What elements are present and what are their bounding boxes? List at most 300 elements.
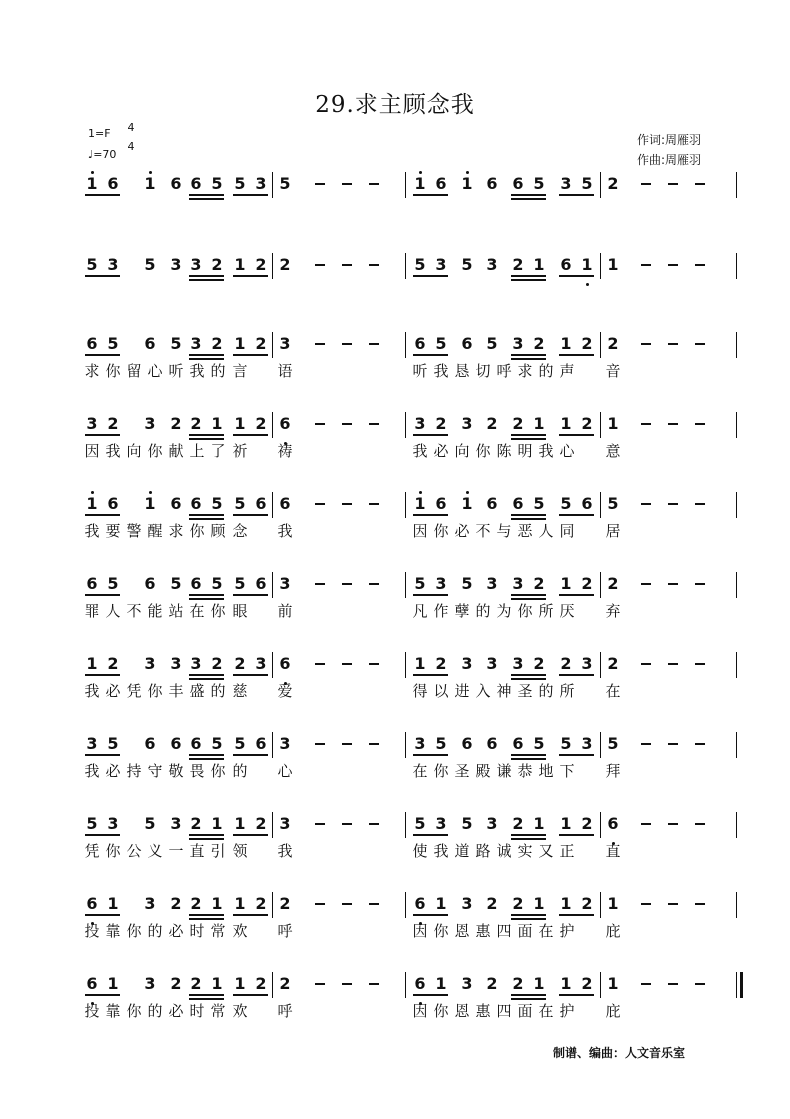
- jianpu-note: 3: [512, 654, 524, 673]
- barline: [405, 412, 406, 438]
- hold-dash: [695, 823, 705, 825]
- barline: [600, 572, 601, 598]
- hold-dash: [695, 183, 705, 185]
- jianpu-note: 1: [533, 255, 545, 274]
- lyric-char: 时: [189, 1002, 205, 1020]
- hold-dash: [315, 743, 325, 745]
- lyric-char: 念: [232, 522, 248, 540]
- lyric-char: 路: [475, 842, 491, 860]
- hold-dash: [695, 583, 705, 585]
- jianpu-note: 3: [190, 255, 202, 274]
- lyric-char: 我: [433, 842, 449, 860]
- lyric-char: 听: [168, 362, 184, 380]
- jianpu-note: 3: [190, 334, 202, 353]
- hold-dash: [315, 503, 325, 505]
- hold-dash: [369, 743, 379, 745]
- jianpu-note: 3: [512, 334, 524, 353]
- hold-dash: [668, 903, 678, 905]
- jianpu-note: 1: [560, 334, 572, 353]
- barline: [600, 332, 601, 358]
- key-signature: 1=F: [88, 127, 111, 140]
- jianpu-note: 2: [607, 574, 619, 593]
- lyric-char: 顾: [210, 522, 226, 540]
- eighth-beam: [413, 914, 448, 916]
- barline: [600, 172, 601, 198]
- lyric-char: 一: [168, 842, 184, 860]
- lyric-char: 的: [210, 682, 226, 700]
- jianpu-note: 5: [279, 174, 291, 193]
- lyric-char: 必: [454, 522, 470, 540]
- jianpu-note: 3: [435, 814, 447, 833]
- eighth-beam: [511, 275, 546, 277]
- hold-dash: [695, 663, 705, 665]
- low-octave-dot: [586, 283, 589, 286]
- high-octave-dot: [419, 491, 422, 494]
- jianpu-note: 3: [107, 814, 119, 833]
- jianpu-note: 6: [486, 734, 498, 753]
- lyric-char: 求: [517, 362, 533, 380]
- lyric-char: 向: [126, 442, 142, 460]
- eighth-beam: [233, 834, 268, 836]
- lyric-char: 你: [433, 522, 449, 540]
- lyric-char: 留: [126, 362, 142, 380]
- jianpu-note: 6: [86, 894, 98, 913]
- barline: [405, 253, 406, 279]
- barline: [272, 253, 273, 279]
- eighth-beam: [511, 754, 546, 756]
- lyric-char: 常: [210, 1002, 226, 1020]
- jianpu-note: 3: [581, 654, 593, 673]
- jianpu-note: 6: [170, 174, 182, 193]
- jianpu-note: 1: [435, 894, 447, 913]
- jianpu-note: 1: [144, 494, 156, 513]
- lyric-char: 我: [277, 522, 293, 540]
- lyric-char: 守: [147, 762, 163, 780]
- jianpu-note: 5: [435, 734, 447, 753]
- eighth-beam: [559, 754, 594, 756]
- barline: [736, 732, 737, 758]
- eighth-beam: [413, 354, 448, 356]
- eighth-beam: [85, 834, 120, 836]
- sixteenth-beam: [189, 918, 224, 920]
- jianpu-note: 6: [86, 334, 98, 353]
- eighth-beam: [413, 994, 448, 996]
- jianpu-note: 2: [560, 654, 572, 673]
- jianpu-note: 2: [255, 334, 267, 353]
- jianpu-note: 6: [190, 494, 202, 513]
- jianpu-note: 2: [211, 255, 223, 274]
- jianpu-note: 5: [461, 255, 473, 274]
- barline: [272, 492, 273, 518]
- jianpu-note: 5: [486, 334, 498, 353]
- lyric-char: 你: [433, 922, 449, 940]
- lyric-char: 心: [277, 762, 293, 780]
- lyric-char: 四: [496, 1002, 512, 1020]
- jianpu-note: 5: [234, 494, 246, 513]
- lyric-char: 盛: [189, 682, 205, 700]
- lyric-char: 护: [559, 922, 575, 940]
- lyric-char: 爱: [277, 682, 293, 700]
- lyric-char: 在: [538, 1002, 554, 1020]
- jianpu-note: 3: [279, 734, 291, 753]
- lyric-char: 惠: [475, 1002, 491, 1020]
- jianpu-note: 3: [461, 654, 473, 673]
- hold-dash: [668, 583, 678, 585]
- eighth-beam: [85, 674, 120, 676]
- eighth-beam: [413, 594, 448, 596]
- lyric-char: 下: [559, 762, 575, 780]
- sixteenth-beam: [511, 358, 546, 360]
- hold-dash: [668, 743, 678, 745]
- lyric-char: 不: [475, 522, 491, 540]
- lyric-char: 诚: [496, 842, 512, 860]
- lyric-char: 语: [277, 362, 293, 380]
- jianpu-note: 1: [414, 174, 426, 193]
- lyric-char: 护: [559, 1002, 575, 1020]
- lyric-char: 祷: [277, 442, 293, 460]
- barline: [272, 172, 273, 198]
- jianpu-note: 6: [190, 174, 202, 193]
- jianpu-note: 1: [86, 174, 98, 193]
- jianpu-note: 5: [461, 574, 473, 593]
- jianpu-note: 1: [435, 974, 447, 993]
- jianpu-note: 1: [414, 654, 426, 673]
- hold-dash: [315, 343, 325, 345]
- barline: [272, 412, 273, 438]
- hold-dash: [342, 663, 352, 665]
- jianpu-note: 5: [144, 255, 156, 274]
- high-octave-dot: [91, 171, 94, 174]
- hold-dash: [641, 503, 651, 505]
- lyric-char: 持: [126, 762, 142, 780]
- hold-dash: [342, 264, 352, 266]
- jianpu-note: 5: [414, 814, 426, 833]
- lyric-char: 听: [412, 362, 428, 380]
- eighth-beam: [511, 674, 546, 676]
- jianpu-note: 6: [279, 654, 291, 673]
- jianpu-note: 5: [211, 174, 223, 193]
- jianpu-note: 6: [86, 574, 98, 593]
- jianpu-note: 2: [607, 174, 619, 193]
- sixteenth-beam: [189, 358, 224, 360]
- lyric-char: 音: [605, 362, 621, 380]
- barline: [736, 812, 737, 838]
- eighth-beam: [233, 275, 268, 277]
- jianpu-note: 6: [607, 814, 619, 833]
- barline: [405, 572, 406, 598]
- lyric-char: 为: [496, 602, 512, 620]
- sixteenth-beam: [511, 279, 546, 281]
- barline: [736, 492, 737, 518]
- barline: [600, 253, 601, 279]
- high-octave-dot: [149, 491, 152, 494]
- jianpu-note: 3: [414, 734, 426, 753]
- eighth-beam: [85, 434, 120, 436]
- hold-dash: [668, 983, 678, 985]
- hold-dash: [315, 663, 325, 665]
- eighth-beam: [413, 275, 448, 277]
- lyric-char: 领: [232, 842, 248, 860]
- eighth-beam: [233, 994, 268, 996]
- barline: [600, 732, 601, 758]
- eighth-beam: [189, 514, 224, 516]
- lyric-char: 你: [105, 362, 121, 380]
- lyric-char: 你: [105, 842, 121, 860]
- sixteenth-beam: [189, 279, 224, 281]
- jianpu-note: 1: [581, 255, 593, 274]
- jianpu-note: 5: [234, 734, 246, 753]
- barline: [736, 253, 737, 279]
- jianpu-note: 5: [107, 574, 119, 593]
- jianpu-note: 2: [581, 414, 593, 433]
- lyric-char: 的: [538, 362, 554, 380]
- jianpu-note: 6: [86, 974, 98, 993]
- jianpu-note: 1: [234, 255, 246, 274]
- jianpu-note: 6: [486, 174, 498, 193]
- sixteenth-beam: [511, 518, 546, 520]
- lyric-char: 弃: [605, 602, 621, 620]
- lyric-char: 神: [496, 682, 512, 700]
- eighth-beam: [85, 354, 120, 356]
- jianpu-note: 6: [512, 734, 524, 753]
- jianpu-note: 6: [435, 494, 447, 513]
- lyric-char: 常: [210, 922, 226, 940]
- sixteenth-beam: [511, 918, 546, 920]
- jianpu-note: 5: [211, 494, 223, 513]
- hold-dash: [695, 983, 705, 985]
- lyric-char: 拜: [605, 762, 621, 780]
- lyric-char: 前: [277, 602, 293, 620]
- eighth-beam: [233, 194, 268, 196]
- eighth-beam: [511, 834, 546, 836]
- lyric-char: 丰: [168, 682, 184, 700]
- jianpu-note: 6: [461, 334, 473, 353]
- jianpu-note: 5: [607, 734, 619, 753]
- jianpu-note: 3: [560, 174, 572, 193]
- eighth-beam: [511, 914, 546, 916]
- jianpu-note: 5: [107, 734, 119, 753]
- hold-dash: [668, 264, 678, 266]
- jianpu-note: 6: [581, 494, 593, 513]
- lyric-char: 的: [232, 762, 248, 780]
- eighth-beam: [559, 594, 594, 596]
- sixteenth-beam: [511, 438, 546, 440]
- sixteenth-beam: [189, 598, 224, 600]
- jianpu-note: 5: [607, 494, 619, 513]
- lyric-char: 心: [559, 442, 575, 460]
- lyric-char: 直: [189, 842, 205, 860]
- jianpu-note: 1: [234, 894, 246, 913]
- lyric-char: 的: [538, 682, 554, 700]
- jianpu-note: 2: [190, 814, 202, 833]
- lyric-char: 我: [105, 442, 121, 460]
- hold-dash: [695, 743, 705, 745]
- jianpu-note: 1: [211, 974, 223, 993]
- barline: [736, 412, 737, 438]
- barline: [272, 652, 273, 678]
- jianpu-note: 2: [170, 894, 182, 913]
- lyric-char: 圣: [517, 682, 533, 700]
- lyric-char: 警: [126, 522, 142, 540]
- lyric-char: 必: [168, 1002, 184, 1020]
- hold-dash: [695, 343, 705, 345]
- jianpu-note: 3: [144, 894, 156, 913]
- jianpu-note: 1: [86, 494, 98, 513]
- eighth-beam: [189, 994, 224, 996]
- jianpu-note: 3: [255, 174, 267, 193]
- jianpu-note: 1: [211, 894, 223, 913]
- hold-dash: [369, 423, 379, 425]
- eighth-beam: [413, 514, 448, 516]
- barline: [405, 972, 406, 998]
- sixteenth-beam: [189, 838, 224, 840]
- jianpu-note: 3: [279, 574, 291, 593]
- jianpu-note: 1: [461, 174, 473, 193]
- jianpu-note: 2: [512, 814, 524, 833]
- hold-dash: [668, 183, 678, 185]
- sixteenth-beam: [511, 598, 546, 600]
- jianpu-note: 2: [279, 974, 291, 993]
- sixteenth-beam: [511, 838, 546, 840]
- lyric-char: 你: [210, 602, 226, 620]
- hold-dash: [641, 823, 651, 825]
- barline: [736, 892, 737, 918]
- eighth-beam: [189, 354, 224, 356]
- lyric-char: 你: [147, 442, 163, 460]
- lyric-char: 同: [559, 522, 575, 540]
- lyric-char: 呼: [277, 922, 293, 940]
- lyric-char: 因: [84, 442, 100, 460]
- eighth-beam: [511, 194, 546, 196]
- jianpu-note: 2: [581, 574, 593, 593]
- jianpu-note: 5: [414, 255, 426, 274]
- jianpu-note: 3: [144, 654, 156, 673]
- jianpu-note: 3: [279, 814, 291, 833]
- eighth-beam: [189, 594, 224, 596]
- lyric-char: 向: [454, 442, 470, 460]
- jianpu-note: 3: [170, 255, 182, 274]
- eighth-beam: [559, 914, 594, 916]
- jianpu-note: 1: [144, 174, 156, 193]
- lyric-char: 孽: [454, 602, 470, 620]
- jianpu-note: 6: [144, 734, 156, 753]
- hold-dash: [342, 743, 352, 745]
- jianpu-note: 6: [170, 494, 182, 513]
- jianpu-note: 5: [414, 574, 426, 593]
- barline: [736, 652, 737, 678]
- barline: [600, 812, 601, 838]
- eighth-beam: [85, 994, 120, 996]
- lyric-char: 我: [433, 362, 449, 380]
- lyric-char: 我: [189, 362, 205, 380]
- eighth-beam: [413, 754, 448, 756]
- jianpu-note: 5: [234, 574, 246, 593]
- eighth-beam: [233, 354, 268, 356]
- lyric-char: 凭: [84, 842, 100, 860]
- lyric-char: 恭: [517, 762, 533, 780]
- hold-dash: [695, 264, 705, 266]
- jianpu-note: 1: [560, 894, 572, 913]
- jianpu-note: 1: [533, 974, 545, 993]
- jianpu-note: 6: [461, 734, 473, 753]
- lyric-char: 祈: [232, 442, 248, 460]
- lyric-char: 的: [147, 922, 163, 940]
- jianpu-note: 6: [560, 255, 572, 274]
- lyric-char: 献: [168, 442, 184, 460]
- jianpu-note: 3: [461, 894, 473, 913]
- jianpu-note: 2: [255, 894, 267, 913]
- high-octave-dot: [149, 171, 152, 174]
- jianpu-note: 3: [86, 414, 98, 433]
- eighth-beam: [511, 594, 546, 596]
- jianpu-note: 6: [512, 174, 524, 193]
- jianpu-note: 1: [607, 894, 619, 913]
- high-octave-dot: [466, 491, 469, 494]
- sixteenth-beam: [189, 438, 224, 440]
- high-octave-dot: [91, 491, 94, 494]
- jianpu-note: 6: [144, 334, 156, 353]
- jianpu-note: 2: [512, 974, 524, 993]
- jianpu-note: 5: [435, 334, 447, 353]
- eighth-beam: [559, 434, 594, 436]
- lyric-char: 要: [105, 522, 121, 540]
- lyric-char: 你: [433, 1002, 449, 1020]
- jianpu-note: 2: [581, 974, 593, 993]
- jianpu-note: 3: [107, 255, 119, 274]
- jianpu-note: 3: [581, 734, 593, 753]
- lyric-char: 时: [189, 922, 205, 940]
- barline: [600, 652, 601, 678]
- jianpu-note: 5: [211, 574, 223, 593]
- eighth-beam: [189, 194, 224, 196]
- eighth-beam: [85, 914, 120, 916]
- jianpu-note: 3: [486, 574, 498, 593]
- hold-dash: [342, 583, 352, 585]
- jianpu-note: 5: [234, 174, 246, 193]
- hold-dash: [315, 583, 325, 585]
- jianpu-note: 6: [144, 574, 156, 593]
- jianpu-note: 2: [211, 334, 223, 353]
- eighth-beam: [85, 754, 120, 756]
- jianpu-note: 2: [279, 255, 291, 274]
- barline: [736, 572, 737, 598]
- jianpu-note: 2: [435, 414, 447, 433]
- lyric-char: 呼: [496, 362, 512, 380]
- lyric-char: 恶: [517, 522, 533, 540]
- lyric-char: 道: [454, 842, 470, 860]
- lyric-char: 厌: [559, 602, 575, 620]
- jianpu-note: 3: [512, 574, 524, 593]
- barline: [405, 892, 406, 918]
- jianpu-note: 1: [607, 414, 619, 433]
- eighth-beam: [233, 914, 268, 916]
- eighth-beam: [559, 994, 594, 996]
- jianpu-note: 2: [607, 654, 619, 673]
- lyric-char: 恳: [454, 362, 470, 380]
- jianpu-note: 3: [190, 654, 202, 673]
- barline: [272, 332, 273, 358]
- lyric-char: 入: [475, 682, 491, 700]
- lyric-char: 面: [517, 1002, 533, 1020]
- eighth-beam: [559, 514, 594, 516]
- eighth-beam: [189, 674, 224, 676]
- lyric-char: 人: [538, 522, 554, 540]
- lyric-char: 四: [496, 922, 512, 940]
- sixteenth-beam: [511, 198, 546, 200]
- jianpu-note: 5: [170, 334, 182, 353]
- hold-dash: [641, 423, 651, 425]
- lyric-char: 必: [105, 682, 121, 700]
